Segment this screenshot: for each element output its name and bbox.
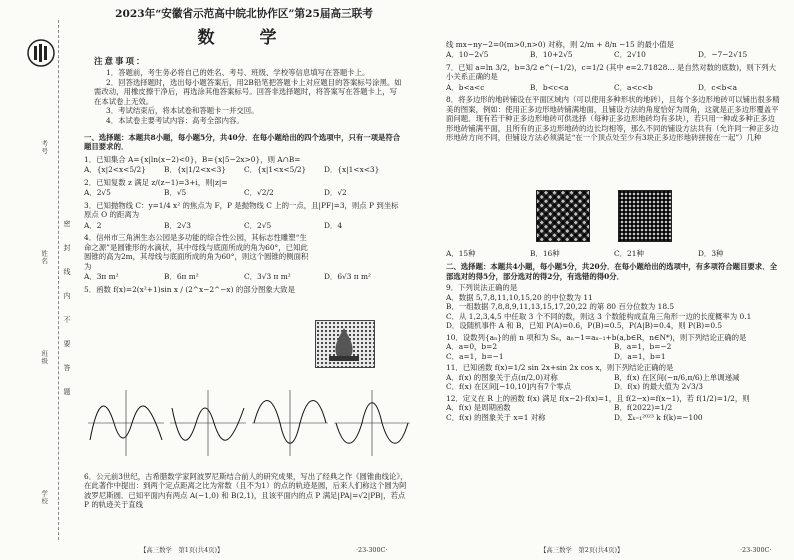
- q12-item: C．f(x) 的图象关于 x=1 对称: [446, 412, 546, 422]
- q4-option: B．6π m²: [164, 272, 199, 282]
- q12-item: A．f(x) 是周期函数: [446, 403, 511, 413]
- notice-item: 3．考试结束后，将本试卷和答题卡一并交回。: [106, 106, 259, 116]
- q9-item: D．设随机事件 A 和 B，已知 P(A)=0.6，P(B)=0.5，P(A|B)=0.4，则 P(B)=0.5: [446, 321, 723, 331]
- q8-stem: 8．将多边形的地砖铺设在平面区域内（可以使用多种形状的地砖），且每个多边形地砖可以铺出很多精美的图案，例如：使用正多边形地砖铺满地面，且铺设方法的角度恰好为周角，这就是正多边形覆盖平面问题．现有若干种正多边形地砖可供选择（每种正多边形地砖均有多块），若只用一种或多种正多边形地砖铺满平面，且所有的正多边形地砖的边长均相等，那么不同的铺设方法共有（允许同一种正多边形地砖方向不同，但铺设方法必须满足“在一个顶点处至少有3块正多边形地砖拼接在一起”）几种: [446, 95, 780, 143]
- q5-graph-c: [252, 388, 328, 458]
- tiling-pattern-image-2: [618, 190, 672, 242]
- subject-title: 数 学: [197, 27, 291, 48]
- q10-option: A．a=0，b=2: [446, 342, 498, 352]
- q7-option: A．b<a<c: [446, 82, 485, 92]
- question-6: [84, 472, 412, 510]
- q2-option: A．2√5: [84, 188, 111, 198]
- question-5: [84, 285, 404, 294]
- q6cont-stem: 线 mx−ny−2=0(m>0,n>0) 对称，则 2/m + 8/n −15 的最小值是: [446, 40, 675, 49]
- question-6-continued: [446, 40, 782, 60]
- q3-option: D．4: [324, 220, 343, 230]
- q8-option: A．15种: [446, 249, 476, 258]
- q7-option: D．c<b<a: [698, 82, 737, 92]
- right-footer-page: 【高三数学 第2页(共4页)】: [540, 545, 624, 554]
- q10-option: B．a=1，b=−2: [614, 342, 672, 352]
- q11-item: B．f(x) 在区间(−π/6,π/6)上单调递减: [614, 372, 740, 382]
- question-1: [84, 155, 404, 175]
- q7-option: B．b<c<a: [530, 82, 569, 92]
- xingming-label: 姓名: [40, 250, 49, 265]
- q9-item: B．一组数据 7,8,8,9,11,13,15,17,20,22 的第 80 百分位数为 18.5: [446, 302, 675, 312]
- notice-item: 2．回答选择题时，选出每小题答案后，用2B铅笔把答题卡上对应题目的答案标号涂黑。如需改动，用橡皮擦干净后，再选涂其他答案标号。回答非选择题时，将答案写在答题卡上，写在本试卷上无效。: [94, 77, 402, 106]
- q3-stem: 3．已知抛物线 C：y=1/4 x² 的焦点为 F，P 是抛物线 C 上的一点，且|PF|=3，则点 P 到坐标原点 O 的距离为: [84, 200, 399, 220]
- q6-option: C．2√10: [614, 50, 646, 60]
- question-2: [84, 178, 404, 198]
- notice-block: [94, 57, 404, 125]
- q1-option: C．{x|1<x<5/2}: [244, 165, 307, 175]
- q3-option: A．2: [84, 220, 102, 230]
- q2-stem: 2．已知复数 z 满足 z/(z−1)=3+i，则|z|=: [84, 177, 228, 187]
- q4-option: D．6√3 π m²: [324, 272, 371, 282]
- q5-stem: 5．函数 f(x)=2(x²+1)sin x / (2^x−2^−x) 的部分图象大致是: [84, 284, 295, 294]
- q12-item: D．Σₖ₌₁²⁰²³ k f(k)=−100: [614, 412, 703, 422]
- section1: [84, 133, 404, 294]
- q3-option: C．2√5: [244, 220, 272, 230]
- question-3: [84, 201, 404, 230]
- right-footer-code: ·23-300C·: [740, 545, 772, 554]
- q12-item: B．f(2022)=1/2: [614, 403, 673, 413]
- notice-item: 1．答题前，考生务必将自己的姓名、考号、班级、学校等信息填写在答题卡上。: [106, 68, 370, 78]
- q11-item: D．f(x) 的最大值为 2√3/3: [614, 382, 703, 392]
- q8-option: B．16种: [530, 249, 560, 258]
- banji-label: 班级: [40, 350, 49, 365]
- section1-heading: 一、选择题：本题共8小题，每小题5分，共40分．在每小题给出的四个选项中，只有一项是符合题目要求的．: [84, 132, 401, 152]
- q1-option: B．{x|1/2<x<3}: [164, 165, 227, 175]
- question-7: [446, 63, 782, 92]
- q4-option: C．3√3 π m²: [244, 272, 291, 282]
- q1-option: A．{x|2<x<5/2}: [84, 165, 146, 175]
- binding-line: [58, 20, 59, 540]
- question-4: [84, 233, 404, 281]
- exam-title: 2023年“安徽省示范高中皖北协作区”第25届高三联考: [115, 8, 373, 20]
- left-page: [84, 8, 404, 294]
- exam-logo-icon: [26, 38, 56, 68]
- q8-option: C．21种: [614, 249, 644, 258]
- q11-item: C．f(x) 在区间[−10,10]内有7个零点: [446, 382, 572, 392]
- q6-option: B．10+2√5: [530, 50, 573, 60]
- q10-stem: 10．设数列{aₙ}的前 n 项和为 Sₙ，aₙ−1=aₙ₋₁+b(a,b∈R，n∈N*)，则下列结论正确的是: [446, 332, 747, 342]
- q2-option: B．√5: [164, 188, 187, 198]
- kaohao-label: 考号: [40, 140, 49, 155]
- right-page: [446, 40, 782, 143]
- q9-item: A．数据 5,7,8,11,10,15,20 的中位数为 11: [446, 292, 593, 302]
- question-9: [446, 283, 782, 330]
- water-drop-sculpture-icon: [315, 320, 373, 366]
- q2-option: D．√2: [324, 188, 347, 198]
- q4-option: A．3π m²: [84, 272, 119, 282]
- q6-option: A．10−2√5: [446, 50, 489, 60]
- left-footer-code: ·23-300C·: [356, 545, 388, 554]
- q9-stem: 9．下列说法正确的是: [446, 283, 518, 293]
- q8-options-block: [446, 248, 782, 422]
- notice-heading: 注意事项：: [94, 57, 147, 68]
- tiling-pattern-image-1: [536, 190, 590, 242]
- q5-graph-b: [170, 388, 246, 458]
- xuexiao-label: 学校: [40, 490, 49, 505]
- q9-item: C．从 1,2,3,4,5 中任取 3 个不同的数，则这 3 个数能构成直角三角形一边的长度概率为 0.1: [446, 311, 752, 321]
- q6-stem: 6．公元前3世纪，古希腊数学家阿波罗尼斯结合前人的研究成果，写出了经典之作《圆锥曲线论》，在此著作中提出：到两个定点距离之比为常数（且不为1）的点的轨迹是圆，后来人们称这个圆为阿波罗尼斯圆．已知平面内有两点 A(−1,0) 和 B(2,1)，且该平面内的点 P 满足|PA|=√2|PB|，若点 P 的轨迹关于直线: [84, 472, 408, 510]
- question-11: [446, 363, 782, 391]
- question-10: [446, 333, 782, 361]
- q10-option: C．a=1，b=−1: [446, 351, 504, 361]
- left-footer-page: 【高三数学 第1页(共4页)】: [140, 545, 224, 554]
- q2-option: C．√2/2: [244, 188, 274, 198]
- question-12: [446, 394, 782, 422]
- q1-option: D．{x|1<x<3}: [324, 165, 380, 175]
- q3-option: B．2√3: [164, 220, 191, 230]
- q12-stem: 12．定义在 R 上的函数 f(x) 满足 f(x−2)·f(x)=1，且 f(2−x)=f(x−1)，若 f(1/2)=1/2，则: [446, 393, 750, 403]
- q7-stem: 7．已知 a=ln 3/2，b=3/2 e^(−1/2)，c=1/2 (其中 e=2.71828… 是自然对数的底数)，则下列大小关系正确的是: [446, 62, 776, 82]
- q7-option: C．a<c<b: [614, 82, 653, 92]
- notice-item: 4．本试卷主要考试内容：高考全部内容。: [106, 115, 244, 125]
- section2-heading: 二、选择题：本题共4小题，每小题5分，共20分．在每小题给出的选项中，有多项符合题目要求．全部选对的得5分，部分选对的得2分，有选错的得0分．: [446, 262, 777, 281]
- q10-option: D．a=1，b=1: [614, 351, 666, 361]
- q1-stem: 1．已知集合 A={x|ln(x−2)<0}，B={x|5−2x>0}，则 A∩B=: [84, 154, 301, 164]
- q11-item: A．f(x) 的图象关于点(π/2,0)对称: [446, 372, 558, 382]
- q5-graph-d: [334, 388, 410, 458]
- q4-stem: 4．信州市三角洲生态公园是多功能的综合性公园，其标志性雕塑“生命之源”是圆锥形的水滴状，其中母线与底面所成的角为60°，已知此圆锥的高为2m，其母线与底面所成的角为60°，则这个圆锥的侧面积为: [84, 233, 309, 271]
- q11-stem: 11．已知函数 f(x)=1/2 sin 2x+sin 2x cos x，则下列结论正确的是: [446, 363, 674, 373]
- q5-graph-a: [88, 388, 164, 458]
- seal-notice: 密 封 线 内 不 要 答 题: [62, 220, 71, 396]
- question-8: [446, 95, 782, 142]
- q8-option: D．3种: [698, 249, 724, 258]
- q6-option: D．−7−2√15: [698, 50, 748, 60]
